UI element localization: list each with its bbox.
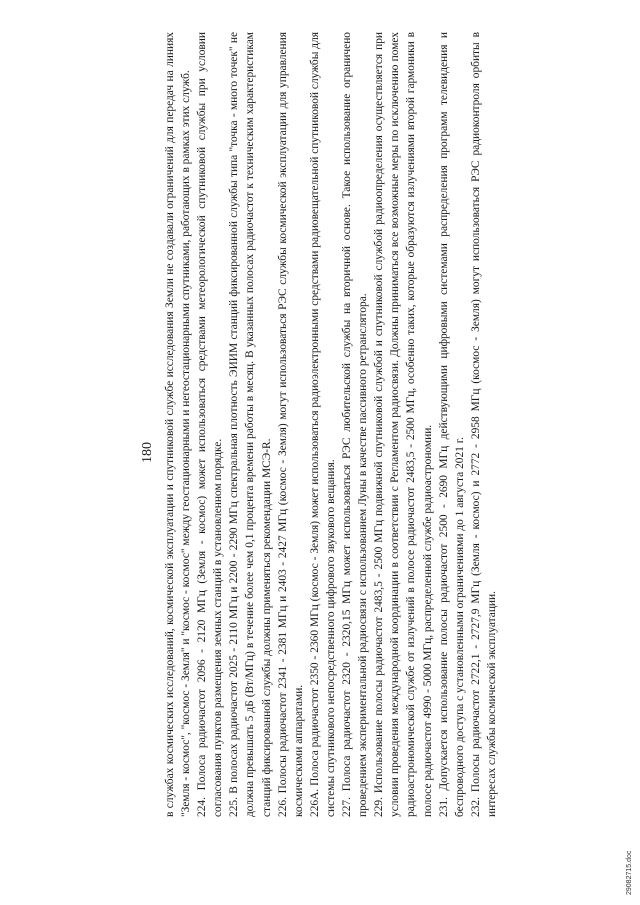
paragraph-225: 225. В полосах радиочастот 2025 - 2110 МГц и 2200 - 2290 МГц спектральная плотность ЭИИМ станций фиксированной службы типа "точка - много точек" не должна превышать 5 дБ (Вт/МГц) в течение более чем 0,1 процента времени работы в месяц. В указанных полосах радиочастот к техническим характеристикам станций фиксированной службы должны применяться рекомендации МСЭ-R. xyxy=(228,32,273,817)
page-number: 180 xyxy=(140,442,155,463)
paragraph-232: 232. Полосы радиочастот 2722,1 - 2727,9 МГц (Земля - космос) и 2772 - 2958 МГц (космос - Земля) могут использоваться РЭС радиоконтроля орбиты в интересах службы космической эксплуатации. xyxy=(469,32,498,817)
paragraph-continuation: в службах космических исследований, космической эксплуатации и спутниковой службе исследования Земли не создавали ограничений для передач на линиях "Земля - космос", "космос - Земля" и "космос - космос" между геостационарными и негеостационарными спутниками, работающих в рамках этих служб. xyxy=(164,32,193,817)
paragraph-226a: 226А. Полоса радиочастот 2350 - 2360 МГц (космос - Земля) может использоваться радиоэлектронными средствами радиовещательной спутниковой службы для системы спутникового непосредственного цифрового звукового вещания. xyxy=(308,32,337,817)
paragraph-224: 224. Полоса радиочастот 2096 - 2120 МГц (Земля - космос) может использоваться средствами метеорологической спутниковой службы при условии согласования пунктов размещения земных станций в установленном порядке. xyxy=(196,32,225,817)
paragraph-227: 227. Полоса радиочастот 2320 - 2320,15 МГц может использоваться РЭС любительской службы на вторичной основе. Такое использование ограничено проведением экспериментальной радиосвязи с использованием Луны в качестве пассивного ретранслятора. xyxy=(341,32,370,817)
document-body xyxy=(162,32,500,817)
paragraph-226: 226. Полосы радиочастот 2341 - 2381 МГц и 2403 - 2427 МГц (космос - Земля) могут использоваться РЭС службы космической эксплуатации для управления космическими аппаратами. xyxy=(276,32,305,817)
paragraph-231: 231. Допускается использование полосы радиочастот 2500 - 2690 МГц действующими цифровыми системами распределения программ телевидения и беспроводного доступа с установленными ограничениями до 1 августа 2021 г. xyxy=(437,32,466,817)
footer-file-code: 29082715.doc xyxy=(626,850,633,895)
paragraph-229: 229. Использование полосы радиочастот 2483,5 - 2500 МГц подвижной спутниковой службой и спутниковой службой радиоопределения осуществляется при условии проведения международной координации в соответствии с Регламентом радиосвязи. Должны приниматься все возможные меры по исключению помех радиоастрономической службе от излучений в полосе радиочастот 2483,5 - 2500 МГц, особенно таких, которые образуются излучениями второй гармоники в полосе радиочастот 4990 - 5000 МГц, распределенной службе радиоастрономии. xyxy=(373,32,434,817)
